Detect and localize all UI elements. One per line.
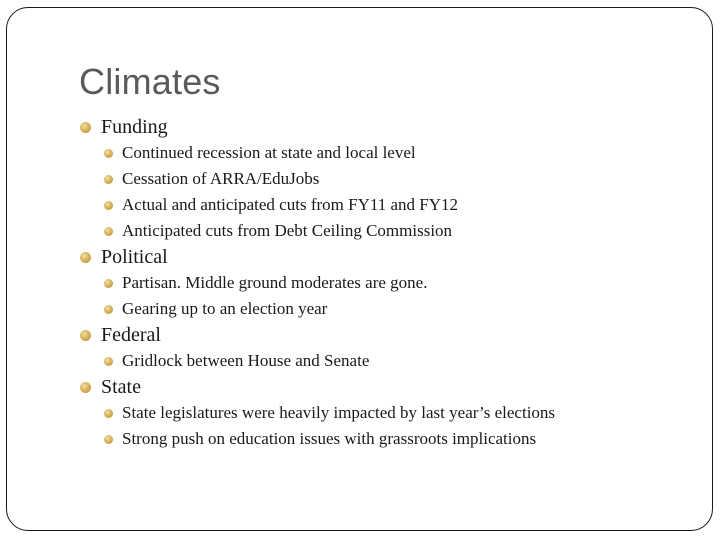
- section-heading-federal: [80, 322, 690, 348]
- bullet-icon: [104, 201, 113, 210]
- list-item: [80, 296, 690, 322]
- list-item-text: Partisan. Middle ground moderates are gone.: [122, 273, 428, 292]
- bullet-icon: [104, 175, 113, 184]
- list-item-text: Actual and anticipated cuts from FY11 and FY12: [122, 195, 458, 214]
- bullet-icon: [80, 382, 91, 393]
- list-item-text: Gearing up to an election year: [122, 299, 328, 318]
- list-item: [80, 140, 690, 166]
- section-heading-label: Federal: [101, 324, 161, 346]
- bullet-icon: [80, 122, 91, 133]
- list-item: [80, 166, 690, 192]
- list-item: [80, 348, 690, 374]
- section-heading-political: [80, 244, 690, 270]
- list-item-text: Strong push on education issues with grassroots implications: [122, 429, 537, 448]
- bullet-icon: [104, 227, 113, 236]
- list-item: [80, 270, 690, 296]
- section-heading-label: Political: [101, 246, 168, 268]
- section-heading-label: State: [101, 376, 141, 398]
- bullet-icon: [104, 149, 113, 158]
- list-item: [80, 426, 690, 452]
- list-item: [80, 218, 690, 244]
- list-item-text: Gridlock between House and Senate: [122, 351, 370, 370]
- list-item-text: State legislatures were heavily impacted by last year’s elections: [122, 403, 556, 422]
- bullet-icon: [80, 252, 91, 263]
- list-item-text: Cessation of ARRA/EduJobs: [122, 169, 320, 188]
- list-item: [80, 192, 690, 218]
- bullet-icon: [104, 279, 113, 288]
- section-heading-state: [80, 374, 690, 400]
- list-item-text: Anticipated cuts from Debt Ceiling Commission: [122, 221, 453, 240]
- list-item-text: Continued recession at state and local level: [122, 143, 416, 162]
- list-item: [80, 400, 690, 426]
- bullet-icon: [104, 305, 113, 314]
- bullet-icon: [80, 330, 91, 341]
- bullet-icon: [104, 435, 113, 444]
- slide-title: Climates: [79, 61, 221, 102]
- bullet-list: [80, 114, 690, 452]
- bullet-icon: [104, 409, 113, 418]
- bullet-icon: [104, 357, 113, 366]
- section-heading-label: Funding: [101, 116, 168, 138]
- section-heading-funding: [80, 114, 690, 140]
